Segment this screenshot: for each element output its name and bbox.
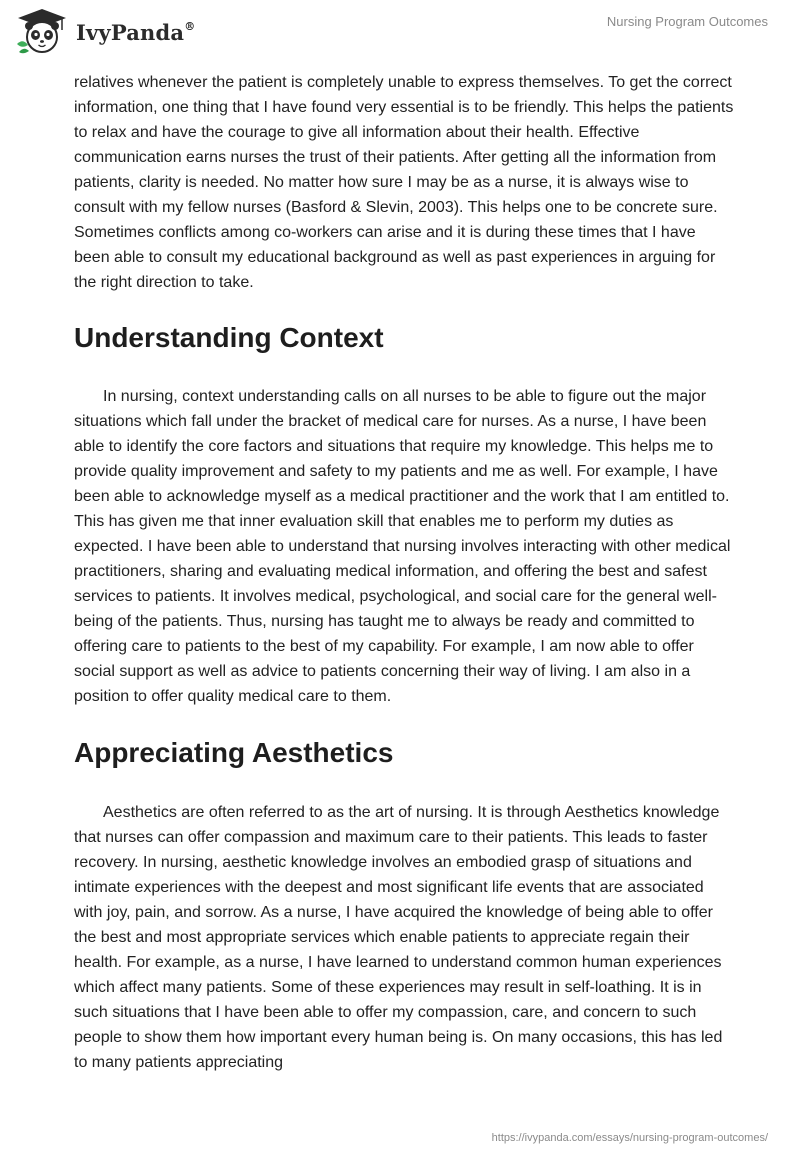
brand-text: IvyPanda	[76, 19, 185, 45]
source-url[interactable]: https://ivypanda.com/essays/nursing-program-outcomes/	[491, 1132, 768, 1144]
section-heading-appreciating-aesthetics: Appreciating Aesthetics	[74, 737, 394, 768]
panda-mascot-icon	[14, 8, 70, 54]
registered-mark: ®	[184, 19, 196, 33]
page-header	[0, 0, 800, 70]
article-content	[74, 70, 734, 1075]
document-title: Nursing Program Outcomes	[606, 14, 768, 29]
intro-paragraph: relatives whenever the patient is completely unable to express themselves. To get the correct information, one thing that I have found very essential is to be friendly. This helps the patients to relax and have the courage to give all information about their health. Effective communication earns nurses the trust of their patients. After getting all the information from patients, clarity is needed. No matter how sure I may be as a nurse, it is always wise to consult with my fellow nurses (Basford & Slevin, 2003). This helps one to be concrete sure. Sometimes conflicts among co-workers can arise and it is during these times that I have been able to consult my educational background as well as past experiences in arguing for the right direction to take.	[74, 74, 734, 291]
section-paragraph-appreciating-aesthetics: Aesthetics are often referred to as the art of nursing. It is through Aesthetics knowledge that nurses can offer compassion and maximum care to their patients. This leads to faster recovery. In nursing, aesthetic knowledge involves an embodied grasp of situations and intimate experiences with the deepest and most significant life events that are associated with joy, pain, and sorrow. As a nurse, I have acquired the knowledge of being able to offer the best and most appropriate services which enable patients to appreciate regain their health. For example, as a nurse, I have learned to understand common human experiences which affect many patients. Some of these experiences may result in self-loathing. It is in such situations that I have been able to offer my compassion, care, and concern to such people to show them how important every human being is. On many occasions, this has led to many patients appreciating	[74, 804, 723, 1071]
section-paragraph-understanding-context: In nursing, context understanding calls on all nurses to be able to figure out the major situations which fall under the bracket of medical care for nurses. As a nurse, I have been able to identify the core factors and situations that require my knowledge. This helps me to provide quality improvement and safety to my patients and me as well. For example, I have been able to acknowledge myself as a medical practitioner and the work that I am entitled to. This has given me that inner evaluation skill that enables me to perform my duties as expected. I have been able to understand that nursing involves interacting with other medical practitioners, sharing and evaluating medical information, and offering the best and safest services to patients. It involves medical, psychological, and social care for the general well-being of the patients. Thus, nursing has taught me to always be ready and committed to offering care to patients to the best of my capability. For example, I am now able to offer social support as well as advice to patients concerning their way of living. I am also in a position to offer quality medical care to them.	[74, 388, 731, 705]
section-heading-understanding-context: Understanding Context	[74, 322, 384, 353]
brand-name	[76, 20, 195, 45]
ivypanda-logo[interactable]	[14, 8, 195, 54]
